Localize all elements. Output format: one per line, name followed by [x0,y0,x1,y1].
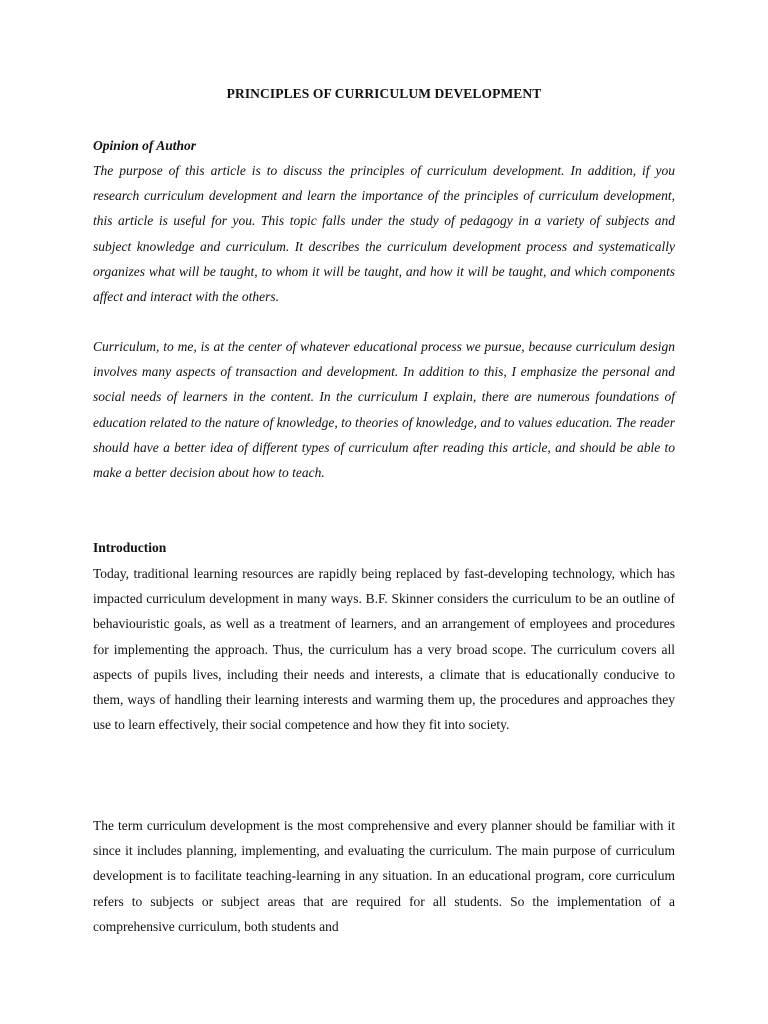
opinion-heading: Opinion of Author [93,138,197,153]
opinion-paragraph-1: The purpose of this article is to discuss the principles of curriculum development. In addition, if you research curriculum development and learn the importance of the principles of curriculum development, this article is useful for you. This topic falls under the study of pedagogy in a variety of subjects and subject knowledge and curriculum. It describes the curriculum development process and systematically organizes what will be taught, to whom it will be taught, and how it will be taught, and which components affect and interact with the others. [93,163,675,305]
introduction-heading: Introduction [93,540,167,555]
introduction-paragraph-1: Today, traditional learning resources are rapidly being replaced by fast-developing technology, which has impacted curriculum development in many ways. B.F. Skinner considers the curriculum to be an outline of behaviouristic goals, as well as a treatment of learners, and an arrangement of employees and procedures for implementing the approach. Thus, the curriculum has a very broad scope. The curriculum covers all aspects of pupils lives, including their needs and interests, a climate that is educationally conducive to them, ways of handling their learning interests and warming them up, the procedures and approaches they use to learn effectively, their social competence and how they fit into society. [93,566,675,733]
opinion-paragraph-2: Curriculum, to me, is at the center of whatever educational process we pursue, because curriculum design involves many aspects of transaction and development. In addition to this, I emphasize the personal and social needs of learners in the content. In the curriculum I explain, there are numerous foundations of education related to the nature of knowledge, to theories of knowledge, and to values education. The reader should have a better idea of different types of curriculum after reading this article, and should be able to make a better decision about how to teach. [93,339,675,481]
introduction-paragraph-2: The term curriculum development is the most comprehensive and every planner should be familiar with it since it includes planning, implementing, and evaluating the curriculum. The main purpose of curriculum development is to facilitate teaching-learning in any situation. In an educational program, core curriculum refers to subjects or subject areas that are required for all students. So the implementation of a comprehensive curriculum, both students and [93,818,675,934]
document-title: PRINCIPLES OF CURRICULUM DEVELOPMENT [226,86,542,101]
